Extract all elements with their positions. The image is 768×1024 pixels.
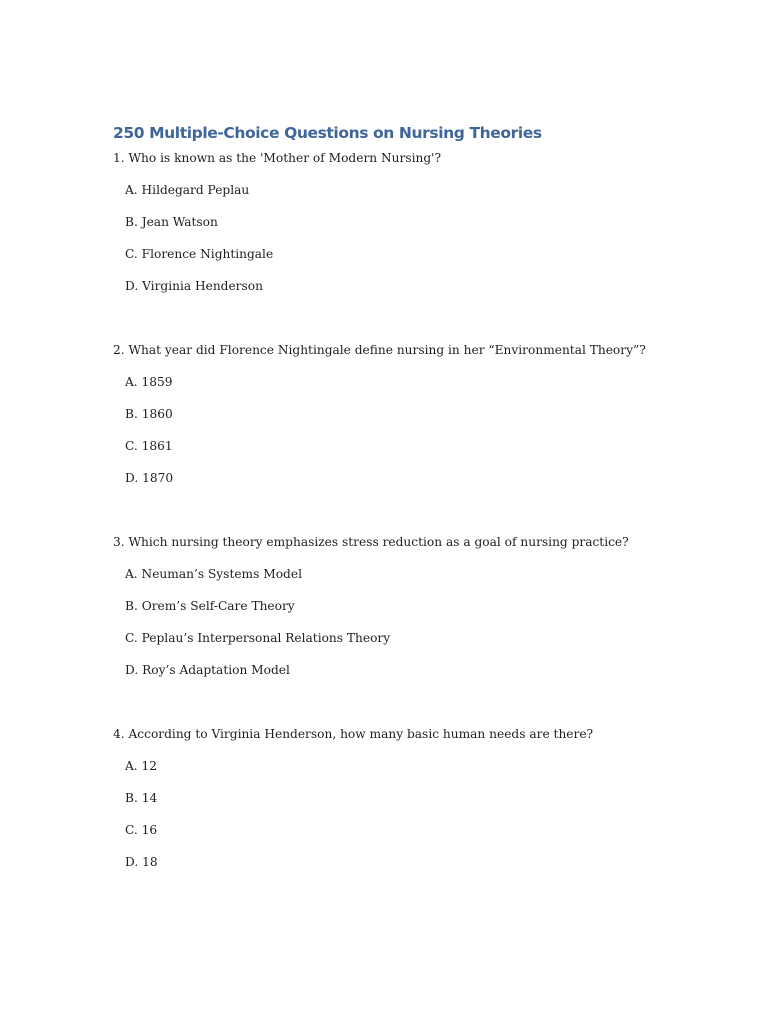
answer-option-b: B. 1860 — [125, 407, 173, 421]
answer-option-a: A. 12 — [125, 759, 158, 773]
question-text: 2. What year did Florence Nightingale define nursing in her “Environmental Theory”? — [113, 343, 646, 357]
answer-option-b: B. 14 — [125, 791, 158, 805]
answer-option-d: D. Roy’s Adaptation Model — [125, 663, 290, 677]
question-text: 3. Which nursing theory emphasizes stress reduction as a goal of nursing practice? — [113, 535, 629, 549]
answer-option-a: A. Neuman’s Systems Model — [125, 567, 302, 581]
answer-option-b: B. Jean Watson — [125, 215, 218, 229]
answer-option-c: C. 1861 — [125, 439, 173, 453]
answer-option-d: D. Virginia Henderson — [125, 279, 263, 293]
answer-option-d: D. 1870 — [125, 471, 174, 485]
answer-option-b: B. Orem’s Self-Care Theory — [125, 599, 295, 613]
answer-option-c: C. Florence Nightingale — [125, 247, 274, 261]
question-text: 1. Who is known as the 'Mother of Modern Nursing'? — [113, 151, 442, 165]
document-title: 250 Multiple-Choice Questions on Nursing Theories — [113, 124, 542, 142]
question-text: 4. According to Virginia Henderson, how many basic human needs are there? — [113, 727, 594, 741]
answer-option-a: A. Hildegard Peplau — [125, 183, 250, 197]
answer-option-d: D. 18 — [125, 855, 158, 869]
answer-option-c: C. 16 — [125, 823, 158, 837]
answer-option-a: A. 1859 — [125, 375, 173, 389]
answer-option-c: C. Peplau’s Interpersonal Relations Theory — [125, 631, 391, 645]
